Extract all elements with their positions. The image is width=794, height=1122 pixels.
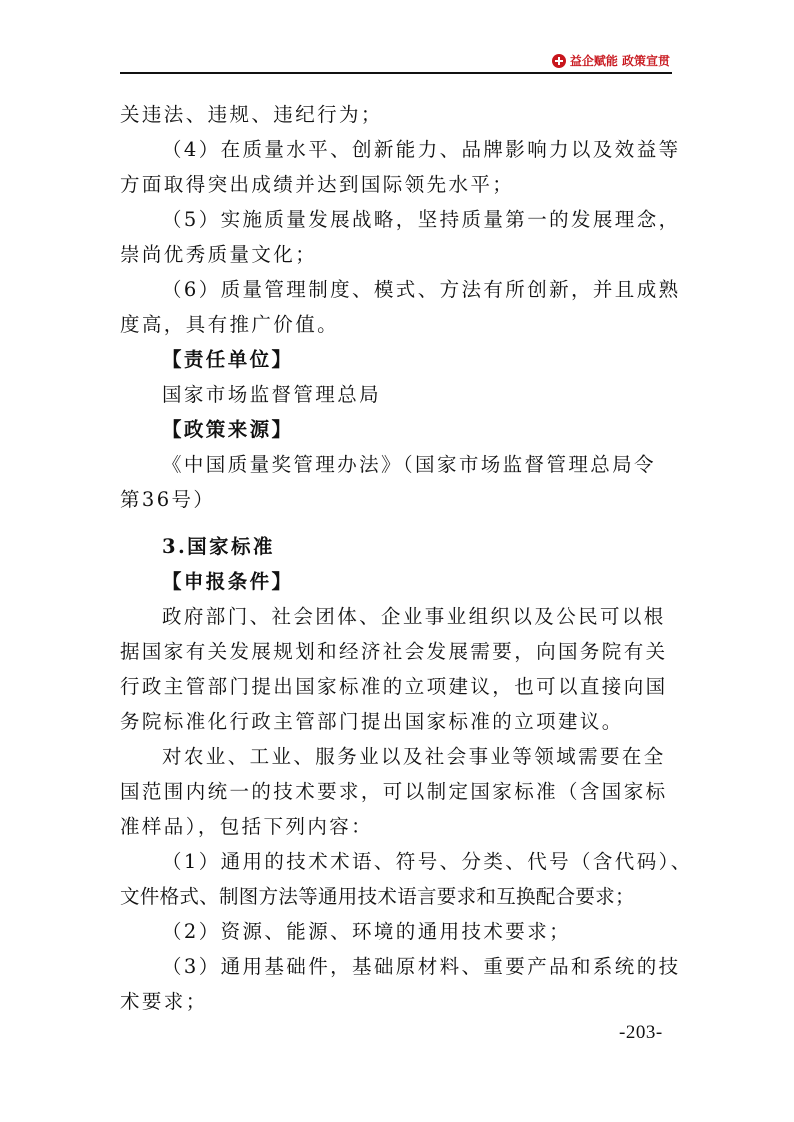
text-line: （6）质量管理制度、模式、方法有所创新，并且成熟	[162, 278, 681, 301]
text-line: （1）通用的技术术语、符号、分类、代号（含代码）、	[162, 850, 693, 873]
section-title-national-standard: 3.国家标准	[162, 535, 275, 558]
logo-text: 益企赋能 政策宣贯	[569, 54, 670, 68]
text-line: 关违法、违规、违纪行为；	[120, 103, 383, 126]
text-line: （3）通用基础件，基础原材料、重要产品和系统的技	[162, 955, 681, 978]
paragraph-gap	[120, 517, 675, 529]
circle-cross-logo-icon	[552, 54, 566, 68]
text-line: 文件格式、制图方法等通用技术语言要求和互换配合要求；	[120, 885, 635, 908]
text-line: 度高，具有推广价值。	[120, 313, 340, 336]
text-line: 准样品），包括下列内容：	[120, 815, 374, 838]
text-line: 对农业、工业、服务业以及社会事业等领域需要在全	[162, 745, 666, 768]
body-text	[120, 97, 693, 1019]
text-line: （5）实施质量发展战略，坚持质量第一的发展理念，	[162, 208, 681, 231]
text-line: 第36号）	[120, 488, 216, 511]
text-line: 国家市场监督管理总局	[162, 383, 382, 406]
text-line: 术要求；	[120, 990, 208, 1013]
text-line: 崇尚优秀质量文化；	[120, 243, 318, 266]
text-line: 据国家有关发展规划和经济社会发展需要，向国务院有关	[120, 640, 668, 663]
text-line: 政府部门、社会团体、企业事业组织以及公民可以根	[162, 605, 666, 628]
header-rule	[120, 72, 672, 74]
section-heading-responsible-unit: 【责任单位】	[162, 348, 294, 371]
text-line: 国范围内统一的技术要求，可以制定国家标准（含国家标	[120, 780, 668, 803]
text-line: 《中国质量奖管理办法》（国家市场监督管理总局令	[162, 453, 656, 476]
text-line: 务院标准化行政主管部门提出国家标准的立项建议。	[120, 710, 624, 733]
text-line: （2）资源、能源、环境的通用技术要求；	[162, 920, 572, 943]
page-number: -203-	[619, 1022, 663, 1043]
section-heading-application-conditions: 【申报条件】	[162, 570, 294, 593]
text-line: 方面取得突出成绩并达到国际领先水平；	[120, 173, 515, 196]
header-logo	[552, 52, 670, 69]
section-heading-policy-source: 【政策来源】	[162, 418, 294, 441]
text-line: 行政主管部门提出国家标准的立项建议，也可以直接向国	[120, 675, 668, 698]
text-line: （4）在质量水平、创新能力、品牌影响力以及效益等	[162, 138, 681, 161]
